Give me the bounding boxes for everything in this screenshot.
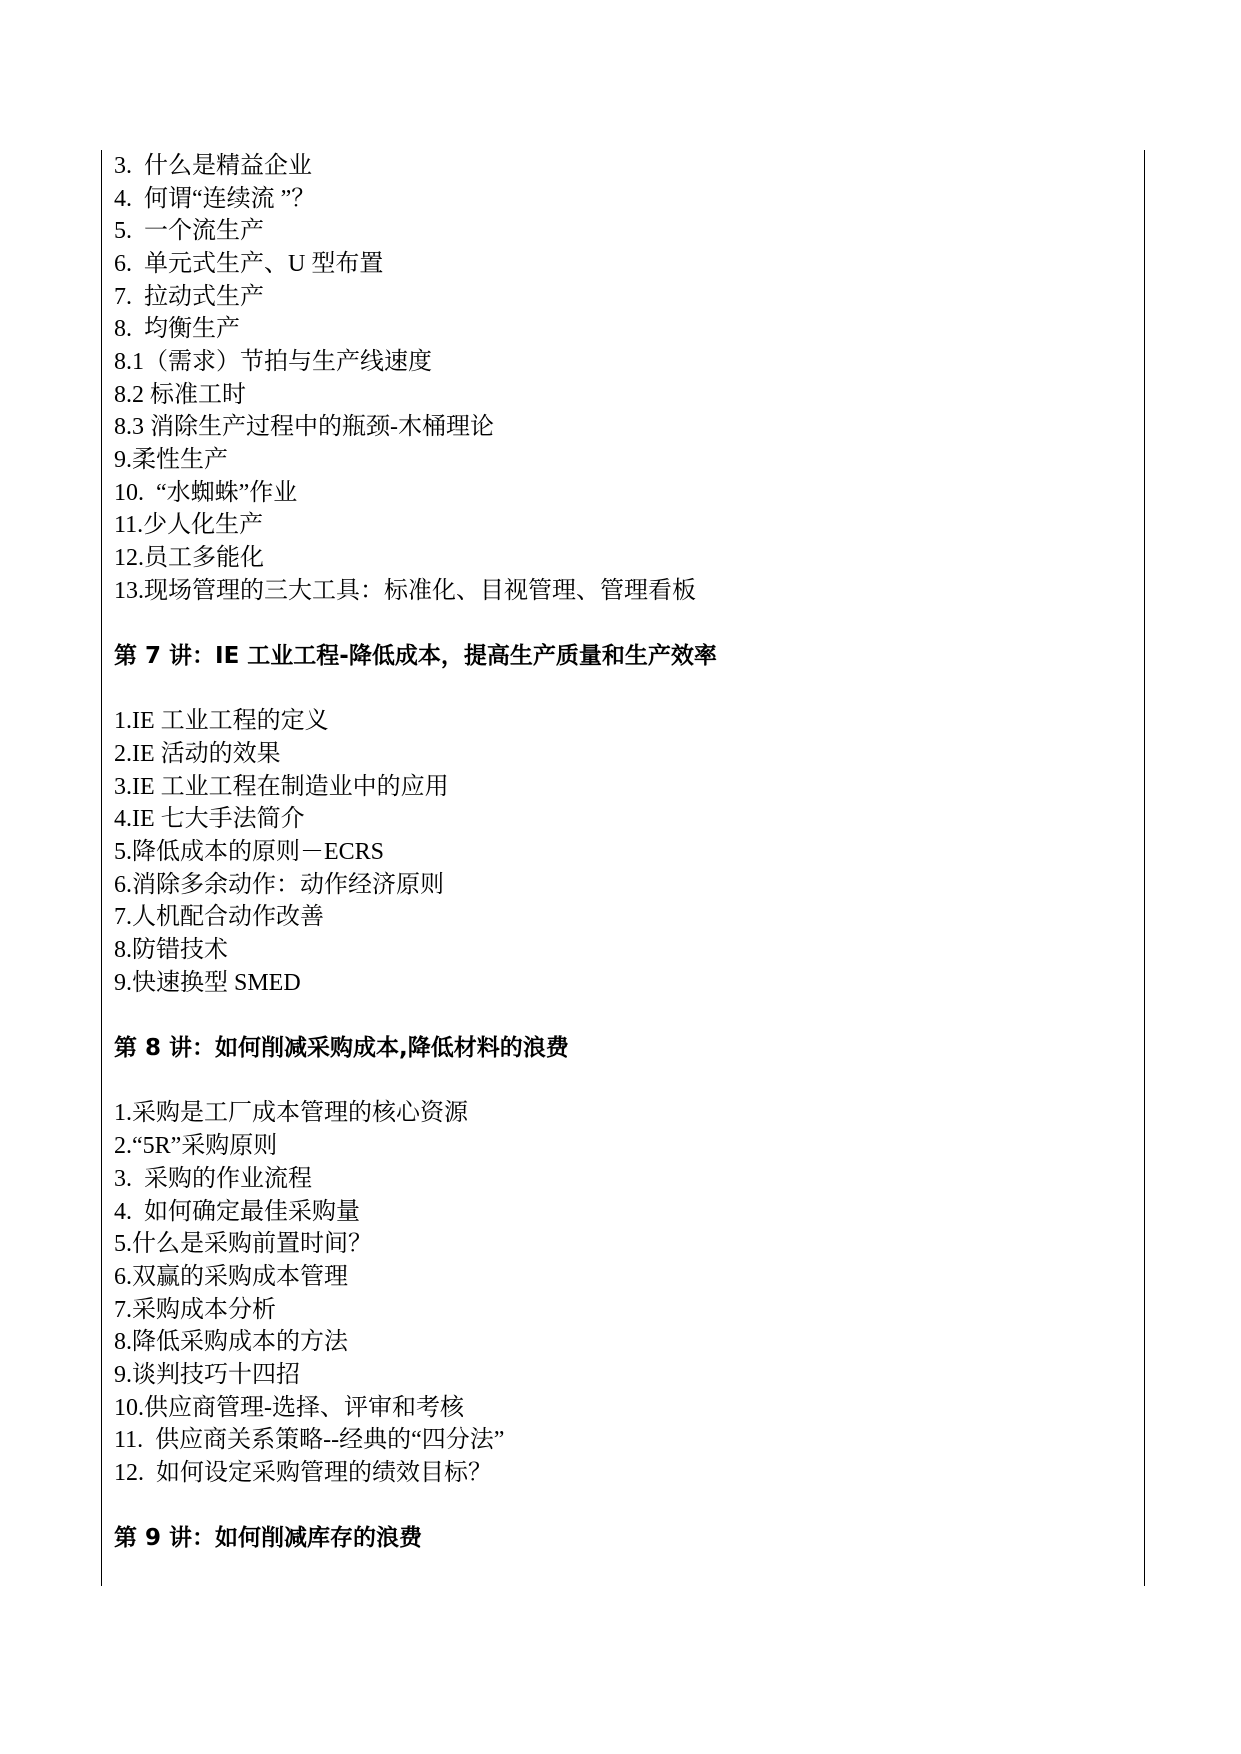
list-item: 1.IE 工业工程的定义 <box>114 708 329 735</box>
list-item: 13.现场管理的三大工具：标准化、目视管理、管理看板 <box>114 577 696 604</box>
list-item: 12. 如何设定采购管理的绩效目标？ <box>114 1459 492 1486</box>
list-item: 10. “水蜘蛛”作业 <box>114 479 298 506</box>
list-item: 6.双赢的采购成本管理 <box>114 1263 348 1290</box>
list-item: 11. 供应商关系策略--经典的“四分法” <box>114 1427 505 1454</box>
list-item: 8.2 标准工时 <box>114 381 246 408</box>
list-item: 2.IE 活动的效果 <box>114 741 281 768</box>
list-item: 7.采购成本分析 <box>114 1296 276 1323</box>
list-item: 8.防错技术 <box>114 937 228 964</box>
list-item: 3. 采购的作业流程 <box>114 1165 312 1192</box>
list-item: 7. 拉动式生产 <box>114 283 264 310</box>
list-item: 6.消除多余动作：动作经济原则 <box>114 871 444 898</box>
list-item: 9.柔性生产 <box>114 447 228 474</box>
right-border-line <box>1144 150 1145 1586</box>
blank-line <box>114 607 1124 640</box>
blank-line <box>114 1065 1124 1098</box>
lecture-7-heading: 第 7 讲：IE 工业工程-降低成本，提高生产质量和生产效率 <box>114 643 717 670</box>
list-item: 4. 如何确定最佳采购量 <box>114 1198 360 1225</box>
list-item: 6. 单元式生产、U 型布置 <box>114 251 384 278</box>
lecture-8-heading: 第 8 讲：如何削减采购成本,降低材料的浪费 <box>114 1035 569 1062</box>
list-item: 11.少人化生产 <box>114 512 264 539</box>
continued-list <box>114 150 1124 607</box>
course-outline-frame <box>101 150 1145 1586</box>
blank-line <box>114 673 1124 706</box>
list-item: 10.供应商管理-选择、评审和考核 <box>114 1394 464 1421</box>
list-item: 8.1（需求）节拍与生产线速度 <box>114 349 432 376</box>
lecture-8-list <box>114 1097 1124 1489</box>
list-item: 3.IE 工业工程在制造业中的应用 <box>114 773 449 800</box>
list-item: 12.员工多能化 <box>114 545 264 572</box>
lecture-7-list <box>114 705 1124 999</box>
blank-line <box>114 999 1124 1032</box>
list-item: 4.IE 七大手法简介 <box>114 806 305 833</box>
blank-line <box>114 1490 1124 1523</box>
lecture-9-heading: 第 9 讲：如何削减库存的浪费 <box>114 1525 423 1552</box>
list-item: 4. 何谓“连续流 ”？ <box>114 185 316 212</box>
list-item: 5. 一个流生产 <box>114 218 264 245</box>
left-border-line <box>101 150 102 1586</box>
list-item: 9.谈判技巧十四招 <box>114 1361 300 1388</box>
course-outline-content <box>114 150 1124 1555</box>
list-item: 1.采购是工厂成本管理的核心资源 <box>114 1100 468 1127</box>
list-item: 5.降低成本的原则－ECRS <box>114 839 385 866</box>
list-item: 7.人机配合动作改善 <box>114 904 324 931</box>
list-item: 8. 均衡生产 <box>114 316 240 343</box>
list-item: 5.什么是采购前置时间？ <box>114 1231 372 1258</box>
list-item: 8.3 消除生产过程中的瓶颈-木桶理论 <box>114 414 494 441</box>
list-item: 3. 什么是精益企业 <box>114 153 312 179</box>
list-item: 8.降低采购成本的方法 <box>114 1329 348 1356</box>
list-item: 9.快速换型 SMED <box>114 969 301 996</box>
list-item: 2.“5R”采购原则 <box>114 1133 278 1160</box>
